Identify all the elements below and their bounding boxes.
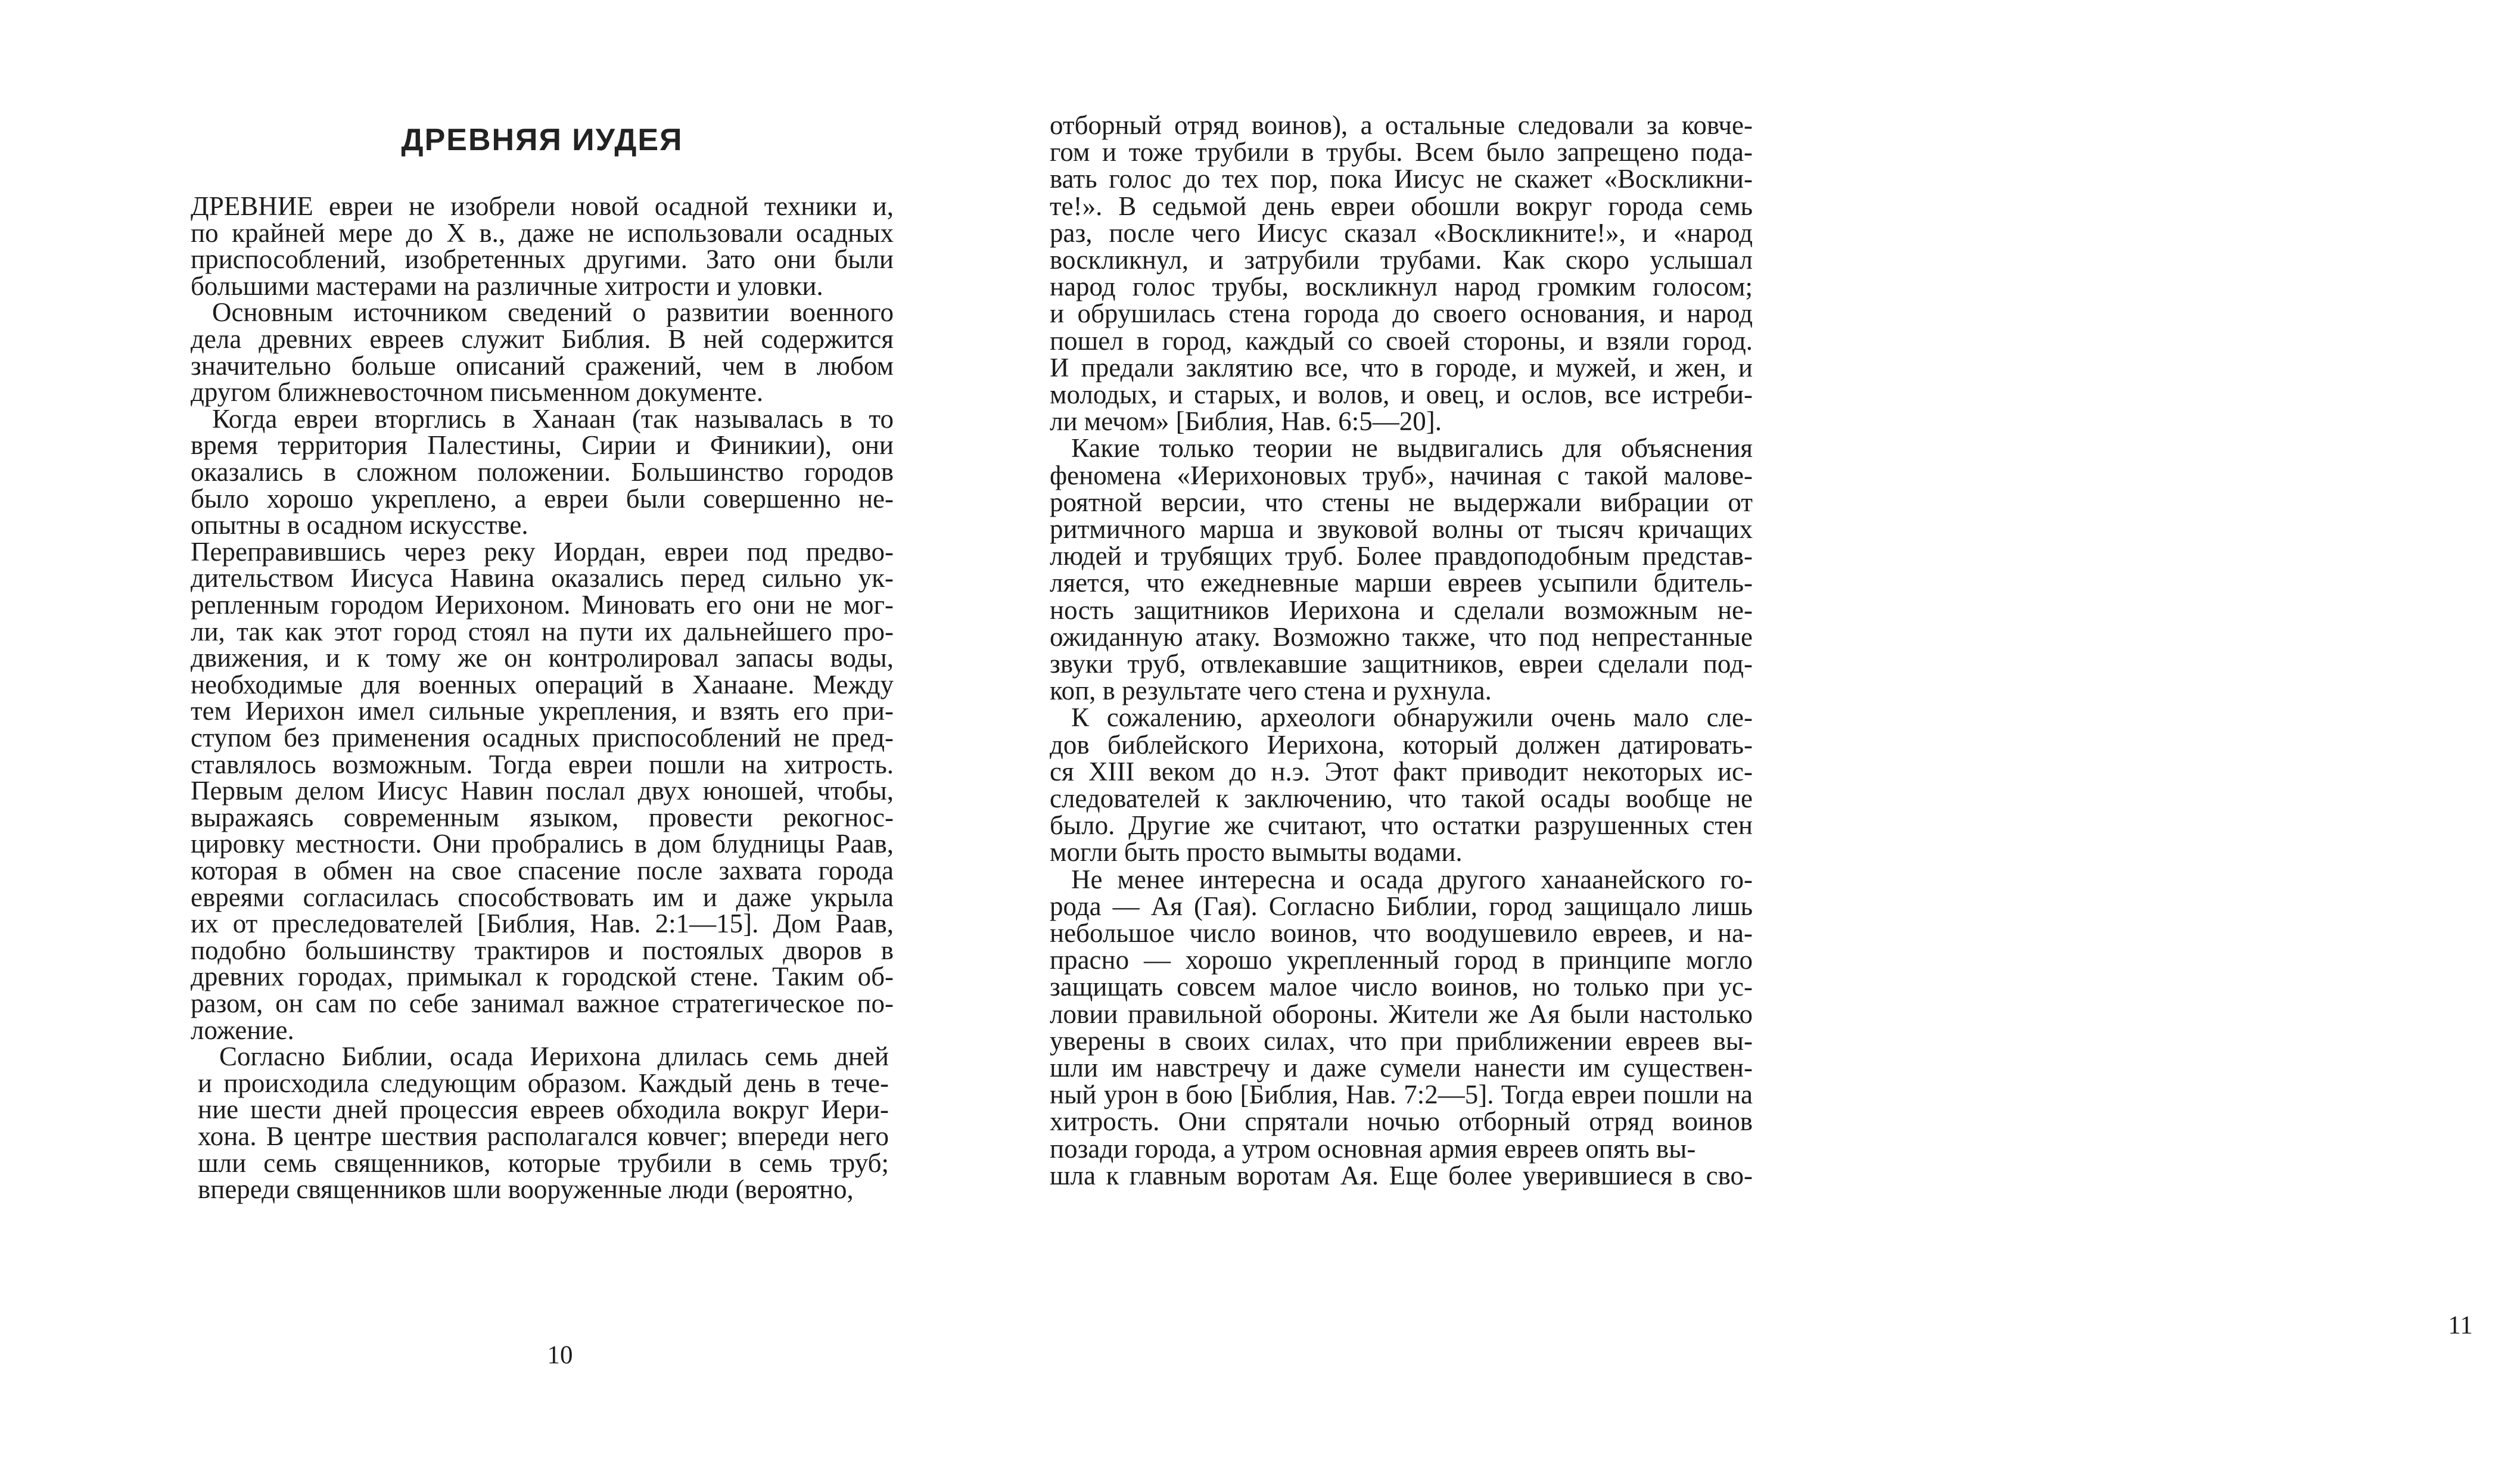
chapter-title: ДРЕВНЯЯ ИУДЕЯ bbox=[401, 123, 683, 157]
text-line: ный урон в бою [Библия, Нав. 7:2—5]. Тогда евреи пошли на bbox=[1050, 1080, 1753, 1109]
text-line: репленным городом Иерихоном. Миновать его они не мог- bbox=[191, 590, 894, 620]
text-line: движения, и к тому же он контролировал запасы воды, bbox=[191, 643, 894, 673]
text-line: коп, в результате чего стена и рухнула. bbox=[1050, 676, 1492, 705]
text-line: отборный отряд воинов), а остальные следовали за ковче- bbox=[1050, 110, 1753, 140]
text-line: оказались в сложном положении. Большинство городов bbox=[191, 457, 894, 487]
page-number-left: 10 bbox=[547, 1341, 573, 1369]
text-line: шла к главным воротам Ая. Еще более уверившиеся в сво- bbox=[1050, 1161, 1753, 1190]
text-line: ние шести дней процессия евреев обходила вокруг Иери- bbox=[198, 1094, 889, 1124]
text-line: ловии правильной обороны. Жители же Ая были настолько bbox=[1050, 999, 1753, 1029]
text-line: впереди священников шли вооруженные люди (вероятно, bbox=[198, 1174, 854, 1204]
text-line: К сожалению, археологи обнаружили очень мало сле- bbox=[1071, 702, 1753, 732]
text-line: ли, так как этот город стоял на пути их дальнейшего про- bbox=[191, 617, 894, 646]
text-line: их от преследователей [Библия, Нав. 2:1—15]. Дом Раав, bbox=[191, 909, 894, 938]
text-line: молодых, и старых, и волов, и овец, и ослов, все истреби- bbox=[1050, 380, 1753, 409]
text-line: Когда евреи вторглись в Ханаан (так называлась в то bbox=[212, 404, 894, 434]
text-line: ляется, что ежедневные марши евреев усыпили бдитель- bbox=[1050, 568, 1753, 598]
text-line: дов библейского Иерихона, который должен датировать- bbox=[1050, 730, 1753, 760]
text-line: тем Иерихон имел сильные укрепления, и взять его при- bbox=[191, 696, 894, 726]
text-line: Какие только теории не выдвигались для объяснения bbox=[1071, 433, 1753, 463]
text-line: пошел в город, каждый со своей стороны, и взяли город. bbox=[1050, 326, 1753, 356]
text-line: и обрушилась стена города до своего основания, и народ bbox=[1050, 298, 1753, 328]
text-line: людей и трубящих труб. Более правдоподобным представ- bbox=[1050, 541, 1753, 571]
text-line: ся XIII веком до н.э. Этот факт приводит некоторых ис- bbox=[1050, 757, 1753, 786]
text-line: могли быть просто вымыты водами. bbox=[1050, 837, 1463, 867]
text-line: дела древних евреев служит Библия. В ней содержится bbox=[191, 324, 894, 354]
text-line: те!». В седьмой день евреи обошли вокруг города семь bbox=[1050, 191, 1753, 221]
text-line: евреями согласилась способствовать им и даже укрыла bbox=[191, 882, 894, 912]
text-line: цировку местности. Они пробрались в дом блудницы Раав, bbox=[191, 829, 894, 859]
text-line: позади города, а утром основная армия евреев опять вы- bbox=[1050, 1134, 1696, 1164]
text-line: выражаясь современным языком, провести рекогнос- bbox=[191, 803, 894, 832]
text-line: шли семь священников, которые трубили в семь труб; bbox=[198, 1148, 889, 1178]
text-line: прасно — хорошо укрепленный город в принципе могло bbox=[1050, 945, 1753, 975]
text-line: ступом без применения осадных приспособлений не пред- bbox=[191, 723, 894, 753]
text-line: было. Другие же считают, что остатки разрушенных стен bbox=[1050, 810, 1753, 840]
text-line: Переправившись через реку Иордан, евреи под предво- bbox=[191, 537, 894, 567]
text-line: Основным источником сведений о развитии военного bbox=[212, 297, 894, 327]
text-line: Не менее интересна и осада другого ханаанейского го- bbox=[1071, 865, 1753, 894]
text-line: воскликнул, и затрубили трубами. Как скоро услышал bbox=[1050, 245, 1753, 275]
left-page bbox=[0, 0, 1044, 1477]
text-line: раз, после чего Иисус сказал «Воскликните!», и «народ bbox=[1050, 218, 1753, 248]
text-line: роятной версии, что стены не выдержали вибрации от bbox=[1050, 487, 1753, 517]
text-line: было хорошо укреплено, а евреи были совершенно не- bbox=[191, 484, 894, 514]
text-line: приспособлений, изобретенных другими. Зато они были bbox=[191, 244, 894, 274]
text-line: ли мечом» [Библия, Нав. 6:5—20]. bbox=[1050, 406, 1442, 436]
text-line: народ голос трубы, воскликнул народ громким голосом; bbox=[1050, 272, 1753, 301]
right-page bbox=[1044, 0, 2473, 1477]
text-line: звуки труб, отвлекавшие защитников, евреи сделали под- bbox=[1050, 649, 1753, 679]
text-line: следователей к заключению, что такой осады вообще не bbox=[1050, 783, 1753, 813]
text-line: ность защитников Иерихона и сделали возможным не- bbox=[1050, 595, 1753, 625]
text-line: шли им навстречу и даже сумели нанести им существен- bbox=[1050, 1053, 1753, 1083]
text-line: другом ближневосточном письменном документе. bbox=[191, 377, 764, 407]
text-line: опытны в осадном искусстве. bbox=[191, 510, 528, 540]
text-line: феномена «Иерихоновых труб», начиная с такой малове- bbox=[1050, 461, 1753, 490]
text-line: ставлялось возможным. Тогда евреи пошли на хитрость. bbox=[191, 750, 894, 779]
page-number-right: 11 bbox=[2448, 1311, 2473, 1339]
text-line: значительно больше описаний сражений, чем в любом bbox=[191, 351, 894, 381]
text-line: ложение. bbox=[191, 1015, 294, 1045]
text-line: ДРЕВНИЕ евреи не изобрели новой осадной техники и, bbox=[191, 191, 894, 221]
text-line: хона. В центре шествия располагался ковчег; впереди него bbox=[198, 1121, 889, 1151]
text-line: ожиданную атаку. Возможно также, что под непрестанные bbox=[1050, 622, 1753, 652]
text-line: гом и тоже трубили в трубы. Всем было запрещено пода- bbox=[1050, 137, 1753, 167]
text-line: которая в обмен на свое спасение после захвата города bbox=[191, 856, 894, 885]
text-line: рода — Ая (Гая). Согласно Библии, город защищало лишь bbox=[1050, 891, 1753, 921]
text-line: подобно большинству трактиров и постоялых дворов в bbox=[191, 935, 894, 965]
text-line: и происходила следующим образом. Каждый день в тече- bbox=[198, 1068, 889, 1098]
text-line: ритмичного марша и звуковой волны от тысяч кричащих bbox=[1050, 514, 1753, 544]
text-line: разом, он сам по себе занимал важное стратегическое по- bbox=[191, 988, 894, 1018]
text-line: Согласно Библии, осада Иерихона длилась семь дней bbox=[219, 1041, 889, 1071]
text-line: большими мастерами на различные хитрости и уловки. bbox=[191, 271, 823, 301]
text-line: древних городах, примыкал к городской стене. Таким об- bbox=[191, 962, 894, 991]
text-line: небольшое число воинов, что воодушевило евреев, и на- bbox=[1050, 918, 1753, 948]
text-line: необходимые для военных операций в Ханаане. Между bbox=[191, 670, 894, 699]
text-line: защищать совсем малое число воинов, но только при ус- bbox=[1050, 972, 1753, 1002]
text-line: Первым делом Иисус Навин послал двух юношей, чтобы, bbox=[191, 776, 894, 806]
text-line: хитрость. Они спрятали ночью отборный отряд воинов bbox=[1050, 1106, 1753, 1136]
text-line: И предали заклятию все, что в городе, и мужей, и жен, и bbox=[1050, 353, 1753, 383]
text-line: по крайней мере до X в., даже не использовали осадных bbox=[191, 218, 894, 248]
text-line: время территория Палестины, Сирии и Финикии), они bbox=[191, 430, 894, 460]
text-line: уверены в своих силах, что при приближении евреев вы- bbox=[1050, 1026, 1753, 1056]
text-line: вать голос до тех пор, пока Иисус не скажет «Воскликни- bbox=[1050, 164, 1753, 194]
text-line: дительством Иисуса Навина оказались перед сильно ук- bbox=[191, 563, 894, 593]
